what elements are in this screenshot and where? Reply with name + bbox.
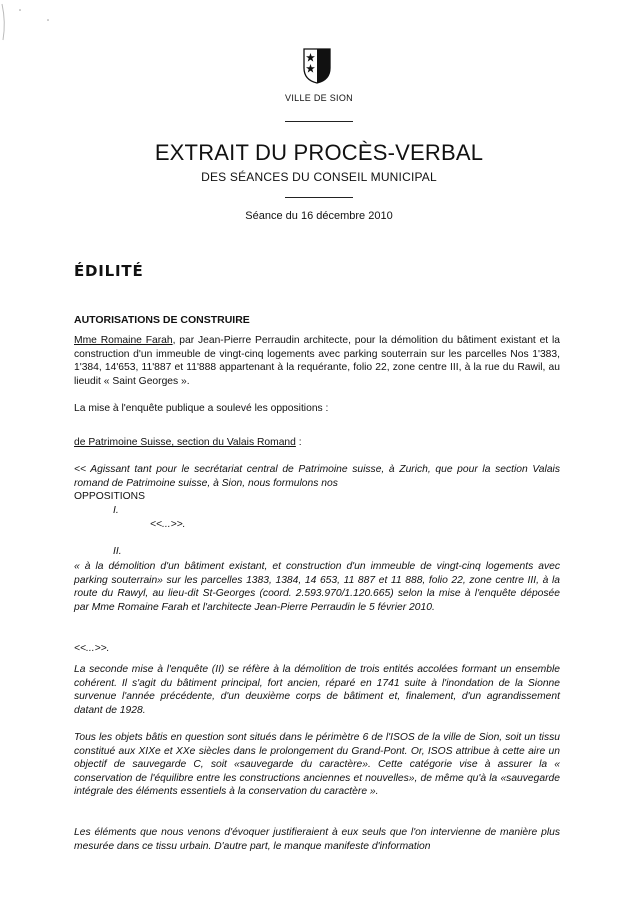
document-subtitle: DES SÉANCES DU CONSEIL MUNICIPAL bbox=[201, 170, 437, 184]
section-heading: ÉDILITÉ bbox=[74, 262, 144, 280]
ellipsis-1: <<...>>. bbox=[150, 519, 186, 530]
ellipsis-2: <<...>>. bbox=[74, 643, 110, 654]
paragraph-quote-intro: << Agissant tant pour le secrétariat central de Patrimoine suisse, à Zurich, que pour la section Valais romand de Patrimoine suisse, à Sion, nous formulons nos bbox=[74, 464, 560, 489]
roman-numeral-1: I. bbox=[113, 505, 119, 516]
coat-of-arms-icon bbox=[303, 48, 331, 84]
paragraph-conclusion: Les éléments que nous venons d'évoquer justifieraient à eux seuls que l'on intervienne de manière plus mesurée dans ce tissu urbain. D'autre part, le manque manifeste d'information bbox=[74, 827, 560, 852]
paragraph-second-enquiry: La seconde mise à l'enquête (II) se réfère à la démolition de trois entités accolées formant un ensemble cohérent. Il s'agit du bâtiment principal, fort ancien, réparé en 1741 suite à l'inondation de la Sionne survenue l'année précédente, d'un deuxième corps de bâtiment et, finalement, d'un agrandissement datant de 1928. bbox=[74, 664, 560, 716]
roman-numeral-2: II. bbox=[113, 546, 122, 557]
request-text: , par Jean-Pierre Perraudin architecte, pour la démolition du bâtiment existant et la construction d'un immeuble de vingt-cinq logements avec parking souterrain sur les parcelles Nos 1'383, 1'384, 14'653, 11'887 et 11'888 appartenant à la requérante, folio 22, zone centre III, à la rue du Rawil, au lieudit « Saint Georges ». bbox=[74, 335, 560, 387]
paragraph-oppositions-intro: La mise à l'enquête publique a soulevé les oppositions : bbox=[74, 403, 329, 414]
oppositions-caps: OPPOSITIONS bbox=[74, 491, 145, 502]
subtitle-divider bbox=[285, 197, 353, 198]
paragraph-isos: Tous les objets bâtis en question sont situés dans le périmètre 6 de l'ISOS de la ville de Sion, soit un tissu constitué aux XIXe et XXe siècles dans le prolongement du Grand-Pont. Or, ISOS attribue à cette aire un objectif de sauvegarde C, soit «sauvegarde du caractère». Cette catégorie vise à assurer la « conservation de l'équilibre entre les constructions anciennes et nouvelles», de même qu'à la «sauvegarde intégrale des éléments essentiels à la conservation du caractère ». bbox=[74, 732, 560, 798]
city-name: VILLE DE SION bbox=[285, 93, 353, 103]
paragraph-request bbox=[74, 334, 560, 388]
document-title: EXTRAIT DU PROCÈS-VERBAL bbox=[154, 140, 484, 165]
opponent-name: de Patrimoine Suisse, section du Valais Romand bbox=[74, 437, 296, 448]
session-date: Séance du 16 décembre 2010 bbox=[245, 210, 393, 222]
paragraph-opponent: de Patrimoine Suisse, section du Valais Romand : bbox=[74, 437, 302, 448]
subsection-heading: AUTORISATIONS DE CONSTRUIRE bbox=[74, 314, 250, 326]
applicant-name: Mme Romaine Farah bbox=[74, 335, 173, 346]
paragraph-opposition-object: « à la démolition d'un bâtiment existant, et construction d'un immeuble de vingt-cinq logements avec parking souterrain» sur les parcelles 1383, 1384, 14 653, 11 887 et 11 888, folio 22, zone centre III, à la route du Rawyl, au lieu-dit St-Georges (coord. 2.593.970/1.120.665) selon la mise à l'enquête déposée par Mme Romaine Farah et l'architecte Jean-Pierre Perraudin le 5 février 2010. bbox=[74, 561, 560, 613]
header-divider bbox=[285, 121, 353, 122]
